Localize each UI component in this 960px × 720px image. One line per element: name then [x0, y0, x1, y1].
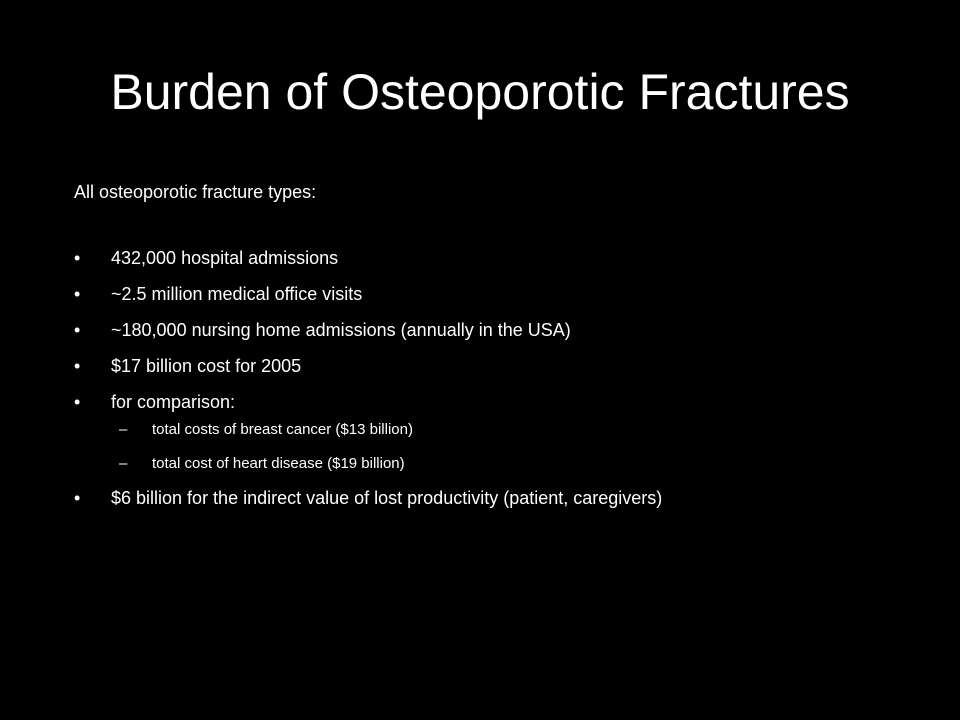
sub-bullet-marker: – — [119, 455, 128, 472]
bullet-marker: • — [74, 248, 81, 268]
sub-bullet-text: total cost of heart disease ($19 billion) — [152, 455, 405, 472]
sub-bullet-text: total costs of breast cancer ($13 billion) — [152, 421, 413, 438]
bullet-text: ~180,000 nursing home admissions (annually in the USA) — [111, 320, 571, 340]
bullet-marker: • — [74, 284, 81, 304]
bullet-marker: • — [74, 356, 81, 376]
sub-bullet-marker: – — [119, 421, 128, 438]
bullet-text: $6 billion for the indirect value of lost productivity (patient, caregivers) — [111, 488, 663, 508]
bullet-text: $17 billion cost for 2005 — [111, 356, 302, 376]
bullet-marker: • — [74, 392, 81, 412]
slide-title: Burden of Osteoporotic Fractures — [110, 64, 850, 120]
intro-text: All osteoporotic fracture types: — [74, 182, 317, 202]
bullet-text: for comparison: — [111, 392, 236, 412]
bullet-text: ~2.5 million medical office visits — [111, 284, 363, 304]
bullet-text: 432,000 hospital admissions — [111, 248, 339, 268]
bullet-marker: • — [74, 488, 81, 508]
bullet-marker: • — [74, 320, 81, 340]
